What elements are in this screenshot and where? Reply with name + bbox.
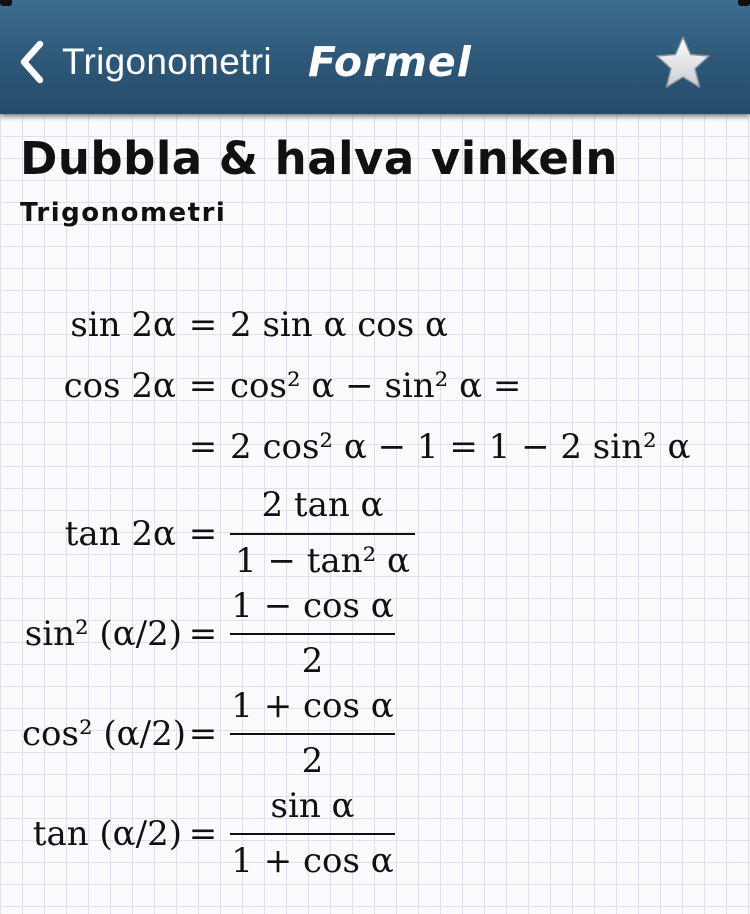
formula-rhs: cos² α − sin² α = [230, 366, 522, 406]
page-subtitle: Trigonometri [20, 198, 227, 228]
formula-lhs: tan (α/2) [32, 814, 182, 854]
fraction-bar [230, 633, 395, 635]
formula-rhs: 2 sin α cos α [230, 305, 448, 345]
formula-lhs: cos 2α [63, 366, 176, 406]
page-title: Dubbla & halva vinkeln [20, 132, 618, 185]
formula-lhs: sin 2α [70, 305, 176, 345]
back-button-label: Trigonometri [62, 41, 272, 82]
fraction-numerator: 1 + cos α [231, 686, 394, 726]
formula-lhs: sin² (α/2) [24, 614, 182, 654]
formula-lhs: cos² (α/2) [22, 714, 186, 754]
fraction-denominator: 1 − tan² α [235, 541, 410, 581]
fraction-bar [230, 533, 415, 535]
equals-sign: = [188, 614, 218, 654]
fraction-denominator: 2 [301, 741, 324, 781]
fraction-bar [230, 833, 395, 835]
fraction-numerator: sin α [270, 786, 355, 826]
nav-title: Formel [308, 38, 472, 86]
formula-continuation: 2 cos² α − 1 = 1 − 2 sin² α [230, 427, 691, 467]
fraction-numerator: 1 − cos α [231, 586, 394, 626]
equals-sign: = [188, 714, 218, 754]
fraction-denominator: 1 + cos α [231, 841, 394, 881]
fraction-denominator: 2 [301, 641, 324, 681]
formula-lhs: tan 2α [64, 514, 176, 554]
equals-sign: = [188, 814, 218, 854]
fraction-bar [230, 733, 395, 735]
equals-sign: = [188, 305, 218, 345]
equals-sign: = [188, 427, 218, 467]
fraction-numerator: 2 tan α [261, 485, 384, 525]
equals-sign: = [188, 514, 218, 554]
equals-sign: = [188, 366, 218, 406]
